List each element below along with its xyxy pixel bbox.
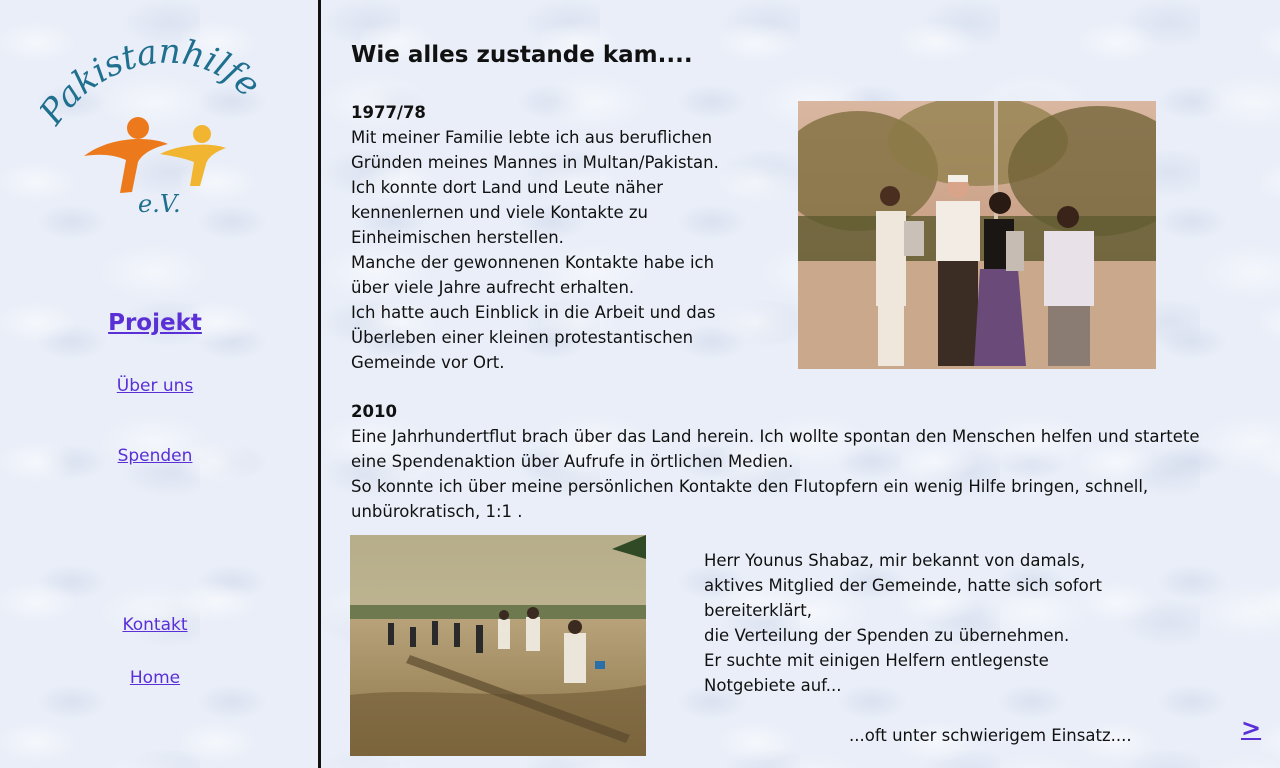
section-1977 (351, 100, 771, 375)
logo-suffix: e.V. (138, 190, 181, 218)
text-line: Einheimischen herstellen. (351, 228, 564, 247)
nav-projekt-link[interactable]: Projekt (108, 310, 202, 336)
nav-ueber-uns-link[interactable]: Über uns (116, 376, 194, 396)
text-line: So konnte ich über meine persönlichen Kontakte den Flutopfern ein wenig Hilfe bringen, schnell, (351, 477, 1149, 496)
text-line: Ich konnte dort Land und Leute näher (351, 178, 664, 197)
logo-figures-icon (84, 117, 226, 193)
next-page-arrow-icon[interactable]: > (1241, 714, 1262, 742)
family-photo (798, 101, 1156, 369)
text-line: Eine Jahrhundertflut brach über das Land herein. Ich wollte spontan den Menschen helfen und startete (351, 427, 1200, 446)
year-heading-1977: 1977/78 (351, 103, 426, 122)
main-content (351, 0, 1261, 768)
photo-caption: ...oft unter schwierigem Einsatz.... (849, 726, 1132, 745)
text-line: Gemeinde vor Ort. (351, 353, 505, 372)
text-line: Mit meiner Familie lebte ich aus beruflichen (351, 128, 713, 147)
text-line: Manche der gewonnenen Kontakte habe ich (351, 253, 715, 272)
flood-photo (350, 535, 646, 756)
logo-wordmark: akistanhilfe (47, 36, 269, 117)
text-line: unbürokratisch, 1:1 . (351, 502, 523, 521)
text-line: Überleben einer kleinen protestantischen (351, 328, 694, 347)
text-line: Er suchte mit einigen Helfern entlegenste (704, 651, 1049, 670)
sidebar (0, 0, 318, 768)
flood-photo-image (350, 535, 646, 756)
text-line: Herr Younus Shabaz, mir bekannt von damals, (704, 551, 1086, 570)
family-photo-image (798, 101, 1156, 369)
nav-spenden-link[interactable]: Spenden (117, 446, 193, 466)
text-line: Gründen meines Mannes in Multan/Pakistan. (351, 153, 719, 172)
text-line: aktives Mitglied der Gemeinde, hatte sich sofort (704, 576, 1102, 595)
section-2010 (351, 399, 1261, 524)
text-line: Notgebiete auf... (704, 676, 842, 695)
text-line: eine Spendenaktion über Aufrufe in örtlichen Medien. (351, 452, 794, 471)
year-heading-2010: 2010 (351, 402, 397, 421)
text-line: Ich hatte auch Einblick in die Arbeit und das (351, 303, 716, 322)
text-line: kennenlernen und viele Kontakte zu (351, 203, 648, 222)
text-line: über viele Jahre aufrecht erhalten. (351, 278, 635, 297)
nav-kontakt-link[interactable]: Kontakt (122, 615, 188, 635)
sidebar-divider (318, 0, 321, 768)
page-title: Wie alles zustande kam.... (351, 42, 693, 68)
section-helper (704, 548, 1134, 698)
text-line: bereiterklärt, (704, 601, 812, 620)
nav-home-link[interactable]: Home (129, 668, 181, 688)
text-line: die Verteilung der Spenden zu übernehmen. (704, 626, 1070, 645)
logo[interactable] (40, 36, 270, 226)
logo-graphic (40, 36, 270, 226)
